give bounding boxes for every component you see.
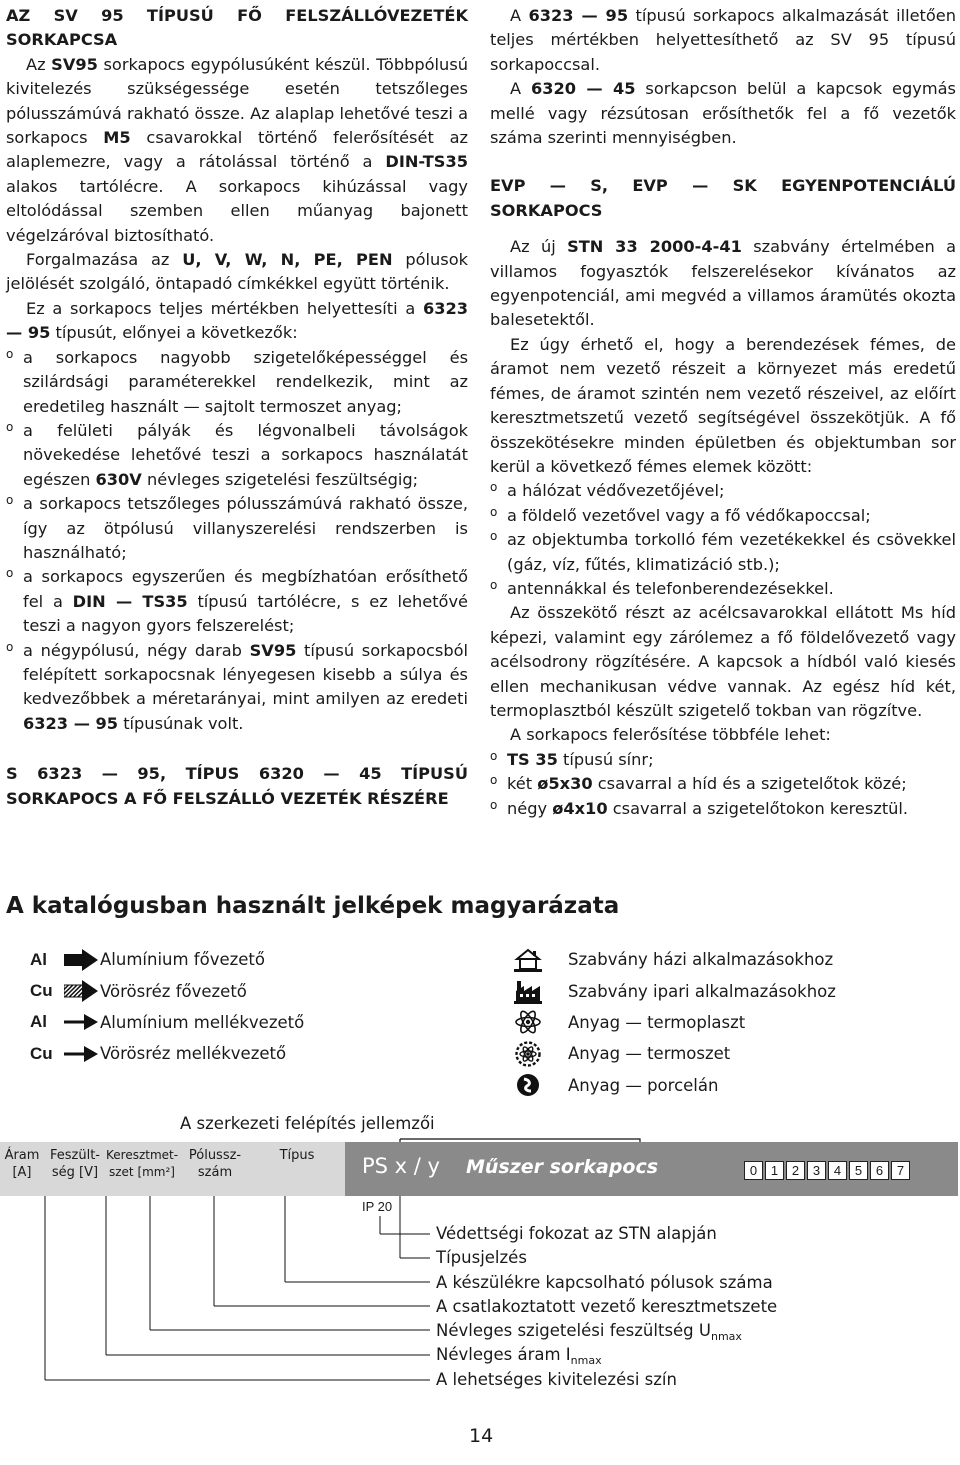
legend-label: Anyag — porcelán (568, 1075, 719, 1095)
evp-paragraph-3: Az összekötő részt az acélcsavarokkal ellátott Ms híd képezi, valamint egy zárólemez a fő földelővezető vagy acélsodrony rögzítésére. A kapcsok a hídból való kiesés ellen mechanikusan védve vannak. Az egész híd két, termoplasztból készült szigetelő tokban van rögzítve. (490, 603, 956, 720)
legend-label: Szabvány ipari alkalmazásokhoz (568, 981, 836, 1001)
color-code-digit: 3 (807, 1161, 826, 1180)
evp-paragraph-1: Az új STN 33 2000-4-41 szabvány értelmében a villamos fogyasztók felszerelésekor kívánatos az egyenpotenciál, ami megvéd a villamos áramütés okozta balesetektől. (490, 237, 956, 330)
description-line: Védettségi fokozat az STN alapján (436, 1224, 717, 1243)
color-code-digit: 4 (828, 1161, 847, 1180)
s6323-paragraph-1: A 6323 — 95 típusú sorkapocs alkalmazását illetően teljes mértékben helyettesíthető az SV 95 típusú sorkapoccsal. (490, 6, 956, 74)
advantage-bullet: o a felületi pályák és légvonalbeli távolságok növekedése lehetővé teszi a sorkapocs használatát egészen 630V névleges szigetelési feszültségig; (6, 419, 468, 492)
advantage-bullet: o a sorkapocs tetszőleges pólusszámúvá rakható össze, így az ötpólusú villanyszerelési rendszerben is használható; (6, 492, 468, 565)
color-code-digit: 6 (870, 1161, 889, 1180)
product-name: Műszer sorkapocs (465, 1156, 659, 1178)
current-column (2, 1147, 42, 1181)
cross-section-column (106, 1147, 178, 1181)
legend-label: Vörösréz fővezető (100, 981, 247, 1001)
color-code-boxes (744, 1161, 912, 1180)
mount-bullet: o TS 35 típusú sínr; (490, 748, 956, 772)
legend-label: Alumínium mellékvezető (100, 1012, 305, 1032)
column-unit: szet [mm²] (108, 1165, 175, 1179)
voltage-column (46, 1147, 104, 1181)
column-label: Keresztmet- (106, 1148, 179, 1162)
mount-bullet: o négy ø4x10 csavarral a szigetelőtokon keresztül. (490, 797, 956, 821)
connection-bullet: o a hálózat védővezetőjével; (490, 479, 956, 503)
column-label: Áram (4, 1148, 40, 1163)
sv95-heading: AZ SV 95 TÍPUSÚ FŐ FELSZÁLLÓVEZETÉK SORKAPCSA (6, 6, 468, 50)
legend-label: Szabvány házi alkalmazásokhoz (568, 950, 834, 970)
description-line: Névleges áram $I_{nmax}$ (436, 1345, 602, 1368)
legend-abbr: Cu (30, 1043, 53, 1063)
description-line: Névleges szigetelési feszültség $U_{nmax}$ (436, 1321, 742, 1344)
evp-heading: EVP — S, EVP — SK EGYENPOTENCIÁLÚ SORKAPOCS (490, 176, 956, 220)
legend-abbr: Al (30, 949, 47, 969)
column-label: Típus (279, 1148, 315, 1163)
advantage-bullet: o a négypólusú, négy darab SV95 típusú sorkapocsból felépített sorkapocsnak lényegesen kisebb a súlya és kedvezőbbek a méretarányai, mint amilyen az eredeti 6323 — 95 típusúnak volt. (6, 639, 468, 737)
legend-title: A katalógusban használt jelképek magyarázata (6, 893, 620, 919)
evp-paragraph-2: Ez úgy érhető el, hogy a berendezések fémes, de áramot nem vezető részeit a környezet más eredetű fémes, de áramot szintén nem vezető részeivel, az előírt keresztmetszetű vezető segítségével összekötjük. A fő összekötésekre minden épületben és objektumban sor kerül a következő fémes elemek között: (490, 334, 956, 476)
color-code-digit: 5 (849, 1161, 868, 1180)
sv95-paragraph-2: Forgalmazása az U, V, W, N, PE, PEN pólusok jelölését szolgáló, öntapadó címkékkel együtt történik. (6, 250, 468, 294)
structure-descriptions (436, 1222, 777, 1392)
product-title (362, 1154, 658, 1178)
color-code-digit: 7 (891, 1161, 910, 1180)
color-code-digit: 2 (786, 1161, 805, 1180)
advantage-bullet: o a sorkapocs nagyobb szigetelőképességgel és szilárdsági paraméterekkel rendelkezik, mint az eredetileg használt — sajtolt termoszet anyag; (6, 346, 468, 419)
column-unit: szám (197, 1165, 233, 1180)
connection-bullet: o az objektumba torkolló fém vezetékekkel és csövekkel (gáz, víz, fűtés, klimatizáció stb.); (490, 528, 956, 577)
color-code-digit: 0 (744, 1161, 763, 1180)
legend-abbr: Cu (30, 981, 53, 1001)
description-line: A csatlakoztatott vezető keresztmetszete (436, 1296, 778, 1316)
sv95-paragraph-3: Ez a sorkapocs teljes mértékben helyettesíti a 6323 — 95 típusút, előnyei a következők: (6, 298, 468, 343)
connection-bullet: o a földelő vezetővel vagy a fő védőkapoccsal; (490, 504, 956, 528)
column-unit: ség [V] (51, 1165, 99, 1180)
page-number: 14 (469, 1425, 494, 1447)
description-line: A lehetséges kivitelezési szín (436, 1369, 677, 1389)
description-line: A készülékre kapcsolható pólusok száma (436, 1272, 773, 1292)
advantage-bullet: o a sorkapocs egyszerűen és megbízhatóan erősíthető fel a DIN — TS35 típusú tartólécre, s ez lehetővé teszi a nagyon gyors felszerelést; (6, 565, 468, 638)
ip-rating: IP 20 (362, 1199, 393, 1214)
legend-label: Anyag — termoplaszt (568, 1012, 746, 1032)
legend-label: Anyag — termoszet (568, 1044, 731, 1064)
structure-title: A szerkezeti felépítés jellemzői (180, 1114, 435, 1133)
connection-bullet: o antennákkal és telefonberendezésekkel. (490, 577, 956, 601)
description-line: Típusjelzés (436, 1248, 527, 1268)
evp-paragraph-4: A sorkapocs felerősítése többféle lehet: (510, 725, 831, 745)
legend-abbr: Al (30, 1012, 47, 1032)
legend-label: Vörösréz mellékvezető (100, 1044, 287, 1064)
column-label: Pólussz- (188, 1148, 242, 1163)
product-code: PS x / y (362, 1154, 440, 1178)
s6323-heading: S 6323 — 95, TÍPUS 6320 — 45 TÍPUSÚ SORKAPOCS A FŐ FELSZÁLLÓ VEZETÉK RÉSZÉRE (6, 764, 468, 808)
mount-bullet: o két ø5x30 csavarral a híd és a szigetelőtok közé; (490, 772, 956, 796)
column-label: Feszült- (49, 1148, 100, 1163)
legend-label: Alumínium fővezető (100, 950, 265, 970)
poles-column (184, 1147, 246, 1181)
type-column (262, 1147, 332, 1164)
color-code-digit: 1 (765, 1161, 784, 1180)
sv95-paragraph-1: Az SV95 sorkapocs egypólusúként készül. Többpólusú kivitelezés szükségessége esetén tetszőleges pólusszámúvá rakható össze. Az alaplap lehetővé teszi a sorkapocs M5 csavarokkal történő felerősítését az alaplemezre, vagy a rátolással történő a DIN-TS35 alakos tartólécre. A sorkapocs kihúzással vagy eltolódással szemben ellen műanyag bajonett végelzáróval biztosítható. (6, 54, 469, 245)
column-unit: [A] (12, 1165, 32, 1180)
s6323-paragraph-2: A 6320 — 45 sorkapcson belül a kapcsok egymás mellé vagy rézsútosan erősíthetők fel a fő vezetők száma szerinti mennyiségben. (490, 79, 956, 148)
